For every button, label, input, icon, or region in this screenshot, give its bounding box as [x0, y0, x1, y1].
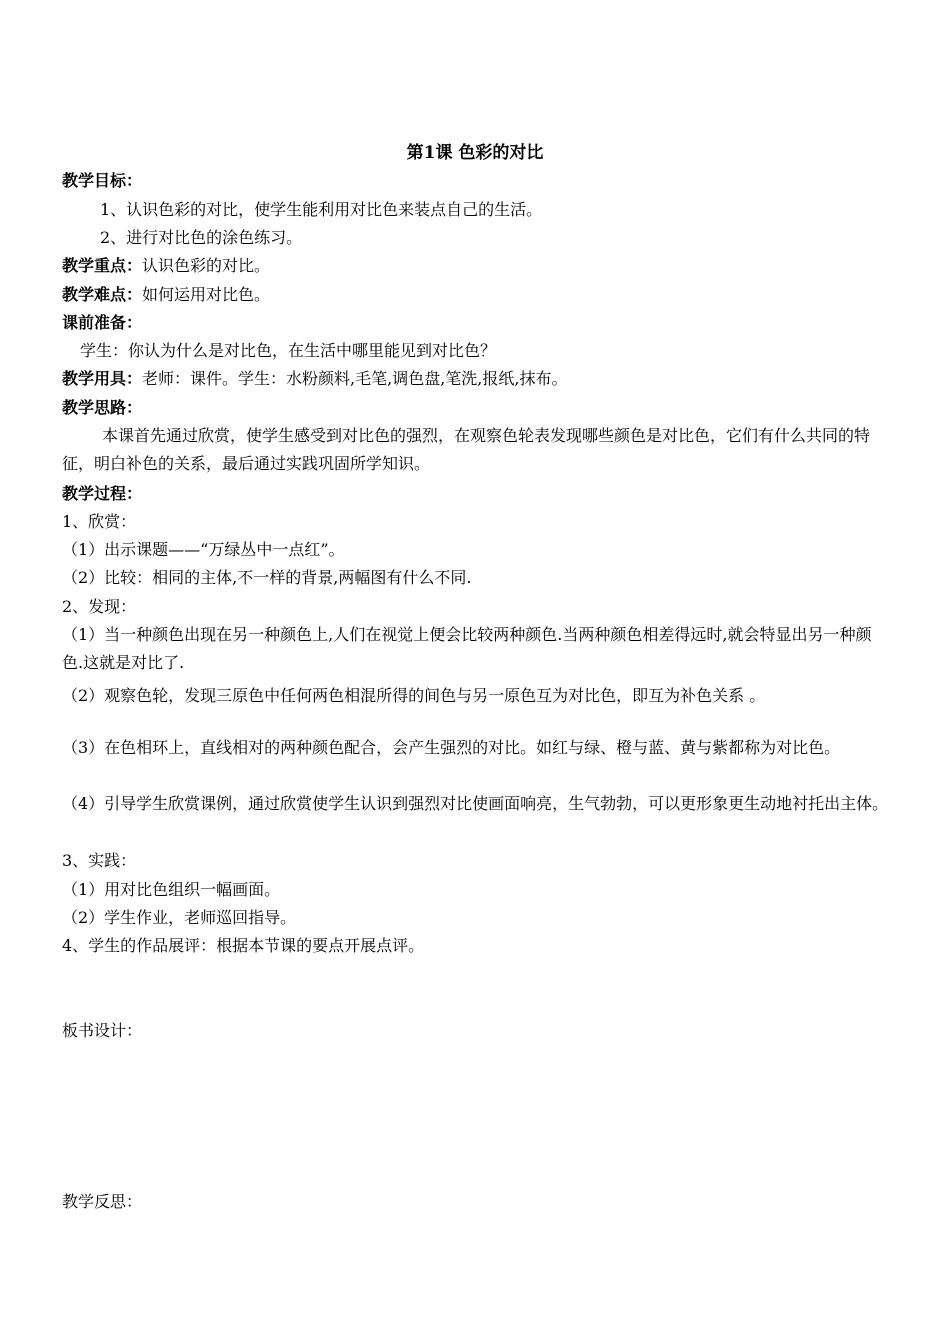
difficulty-row	[62, 285, 270, 305]
process-step-3-1: （1）用对比色组织一幅画面。	[62, 880, 281, 899]
goal-item-2: 2、进行对比色的涂色练习。	[100, 228, 303, 247]
process-step-1-2: （2）比较：相同的主体,不一样的背景,两幅图有什么不同.	[62, 568, 472, 587]
tools-text: 老师：课件。学生：水粉颜料,毛笔,调色盘,笔洗,报纸,抹布。	[142, 369, 568, 388]
key-point-text: 认识色彩的对比。	[142, 256, 271, 275]
board-design-label: 板书设计：	[62, 1021, 143, 1040]
tools-row	[62, 369, 567, 389]
difficulty-text: 如何运用对比色。	[142, 285, 271, 304]
approach-text: 本课首先通过欣赏，使学生感受到对比色的强烈，在观察色轮表发现哪些颜色是对比色，它们有什么共同的特征，明白补色的关系，最后通过实践巩固所学知识。	[62, 426, 871, 473]
process-step-2-1: （1）当一种颜色出现在另一种颜色上,人们在视觉上便会比较两种颜色.当两种颜色相差得远时,就会特显出另一种颜色.这就是对比了.	[62, 625, 872, 672]
key-point-row	[62, 256, 270, 276]
process-step-4: 4、学生的作品展评：根据本节课的要点开展点评。	[62, 936, 425, 955]
process-step-1-1: （1）出示课题——“万绿丛中一点红”。	[62, 540, 345, 559]
process-label: 教学过程：	[62, 484, 143, 503]
process-step-2-2: （2）观察色轮，发现三原色中任何两色相混所得的间色与另一原色互为对比色，即互为补色关系 。	[62, 686, 766, 705]
goal-item-1: 1、认识色彩的对比，使学生能利用对比色来装点自己的生活。	[100, 200, 543, 219]
process-step-2: 2、发现：	[62, 597, 137, 616]
process-step-3: 3、实践：	[62, 851, 137, 870]
process-step-2-4: （4）引导学生欣赏课例，通过欣赏使学生认识到强烈对比使画面响亮，生气勃勃，可以更形象更生动地衬托出主体。	[62, 794, 889, 813]
tools-label: 教学用具：	[62, 369, 143, 388]
goals-label: 教学目标：	[62, 171, 143, 190]
approach-label: 教学思路：	[62, 398, 143, 417]
preparation-label: 课前准备：	[62, 313, 143, 332]
process-step-3-2: （2）学生作业，老师巡回指导。	[62, 908, 297, 927]
difficulty-label: 教学难点：	[62, 285, 143, 304]
process-step-1: 1、欣赏：	[62, 512, 137, 531]
lesson-title: 第1课 色彩的对比	[406, 143, 544, 163]
process-step-2-3: （3）在色相环上，直线相对的两种颜色配合，会产生强烈的对比。如红与绿、橙与蓝、黄与紫都称为对比色。	[62, 738, 841, 757]
reflection-label: 教学反思：	[62, 1192, 143, 1211]
preparation-text: 学生：你认为什么是对比色，在生活中哪里能见到对比色？	[80, 341, 497, 360]
key-point-label: 教学重点：	[62, 256, 143, 275]
